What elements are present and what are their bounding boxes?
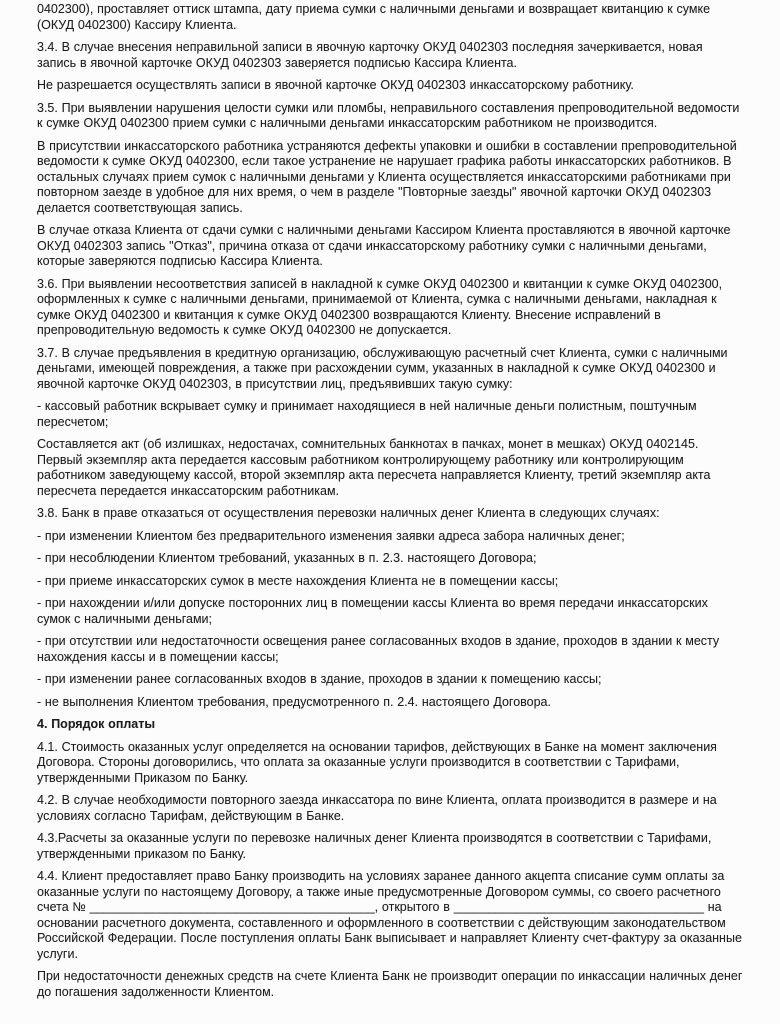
list-item: - при изменении Клиентом без предварительного изменения заявки адреса забора наличных денег; <box>37 528 625 543</box>
paragraph: 4.1. Стоимость оказанных услуг определяется на основании тарифов, действующих в Банке на момент заключения Договора. Стороны договорились, что оплата за оказанные услуги производится в соответствии с Тарифами, утвержденными Приказом по Банку. <box>37 739 717 785</box>
list-item: - при отсутствии или недостаточности освещения ранее согласованных входов в здание, проходов в здании к месту нахождения кассы и в помещении кассы; <box>37 634 720 664</box>
section-heading-payment-order: 4. Порядок оплаты <box>37 717 156 731</box>
paragraph: 3.8. Банк в праве отказаться от осуществления перевозки наличных денег Клиента в следующих случаях: <box>37 506 660 520</box>
paragraph: В присутствии инкассаторского работника устраняются дефекты упаковки и ошибки в составлении препроводительной ведомости к сумке ОКУД 0402300, если такое устранение не нарушает графика работы инкассаторских работников. В остальных случаях прием сумок с наличными деньгами у Клиента осуществляется инкассаторскими работниками при повторном заезде в удобное для них время, о чем в разделе "Повторные заезды" явочной карточки ОКУД 0402303 делается соответствующая запись. <box>37 138 737 215</box>
paragraph: При недостаточности денежных средств на счете Клиента Банк не производит операции по инкассации наличных денег до погашения задолженности Клиентом. <box>37 969 743 999</box>
paragraph: В случае отказа Клиента от сдачи сумки с наличными деньгами Кассиром Клиента проставляются в явочной карточке ОКУД 0402303 запись "Отказ", причина отказа от сдачи инкассаторскому работнику сумки с наличными деньгами, которые заверяются подписью Кассира Клиента. <box>37 223 731 268</box>
paragraph: 4.4. Клиент предоставляет право Банку производить на условиях заранее данного акцепта списание сумм оплаты за оказанные услуги по настоящему Договору, а также иные предусмотренные Договором суммы, со своего расчетного счета № _________________________________________, открытого в ____________________________________ на основании расчетного документа, составленного и оформленного в соответствии с действующим законодательством Российской Федерации. После поступления оплаты Банк выписывает и направляет Клиенту счет-фактуру за оказанные услуги. <box>37 869 742 961</box>
paragraph: Составляется акт (об излишках, недостачах, сомнительных банкнотах в пачках, монет в мешках) ОКУД 0402145. Первый экземпляр акта передается кассовым работником контролирующему работнику или контролирующим работником заведующему кассой, второй экземпляр акта пересчета направляется Клиенту, третий экземпляр акта пересчета передается инкассаторским работникам. <box>37 437 711 498</box>
list-item: - не выполнения Клиентом требования, предусмотренного п. 2.4. настоящего Договора. <box>37 694 551 709</box>
list-item: - при несоблюдении Клиентом требований, указанных в п. 2.3. настоящего Договора; <box>37 551 537 565</box>
paragraph: 3.6. При выявлении несоответствия записей в накладной к сумке ОКУД 0402300 и квитанции к сумке ОКУД 0402300, оформленных к сумке с наличными деньгами, принимаемой от Клиента, сумка с наличными деньгами, накладная к сумке ОКУД 0402300 и квитанция к сумке ОКУД 0402300 возвращаются Клиенту. Внесение исправлений в препроводительную ведомость к сумке ОКУД 0402300 не допускается. <box>37 276 723 337</box>
list-item: - при изменении ранее согласованных входов в здание, проходов в здании к помещению кассы; <box>37 672 602 686</box>
paragraph: 3.7. В случае предъявления в кредитную организацию, обслуживающую расчетный счет Клиента, сумки с наличными деньгами, имеющей повреждения, а также при расхождении сумм, указанных в накладной к сумке ОКУД 0402300 и явочной карточке ОКУД 0402303, в присутствии лиц, предъявивших такую сумку: <box>37 345 728 391</box>
paragraph: 0402300), проставляет оттиск штампа, дату приема сумки с наличными деньгами и возвращает квитанцию к сумке (ОКУД 0402300) Кассиру Клиента. <box>37 2 711 32</box>
paragraph: 3.4. В случае внесения неправильной записи в явочную карточку ОКУД 0402303 последняя зачеркивается, новая запись в явочной карточке ОКУД 0402303 заверяется подписью Кассира Клиента. <box>37 40 703 70</box>
paragraph: 3.5. При выявлении нарушения целости сумки или пломбы, неправильного составления препроводительной ведомости к сумке ОКУД 0402300 прием сумки с наличными деньгами инкассаторским работником не производится. <box>37 100 740 130</box>
list-item: - при нахождении и/или допуске посторонних лиц в помещении кассы Клиента во время передачи инкассаторских сумок с наличными деньгами; <box>37 596 708 626</box>
paragraph: Не разрешается осуществлять записи в явочной карточке ОКУД 0402303 инкассаторскому работнику. <box>37 78 634 92</box>
list-item: - при приеме инкассаторских сумок в месте нахождения Клиента не в помещении кассы; <box>37 573 559 588</box>
paragraph: 4.3.Расчеты за оказанные услуги по перевозке наличных денег Клиента производятся в соответствии с Тарифами, утвержденными приказом по Банку. <box>37 831 712 861</box>
list-item: - кассовый работник вскрывает сумку и принимает находящиеся в ней наличные деньги полистным, поштучным пересчетом; <box>37 399 697 429</box>
paragraph: 4.2. В случае необходимости повторного заезда инкассатора по вине Клиента, оплата производится в размере и на условиях согласно Тарифам, действующим в Банке. <box>37 793 717 823</box>
